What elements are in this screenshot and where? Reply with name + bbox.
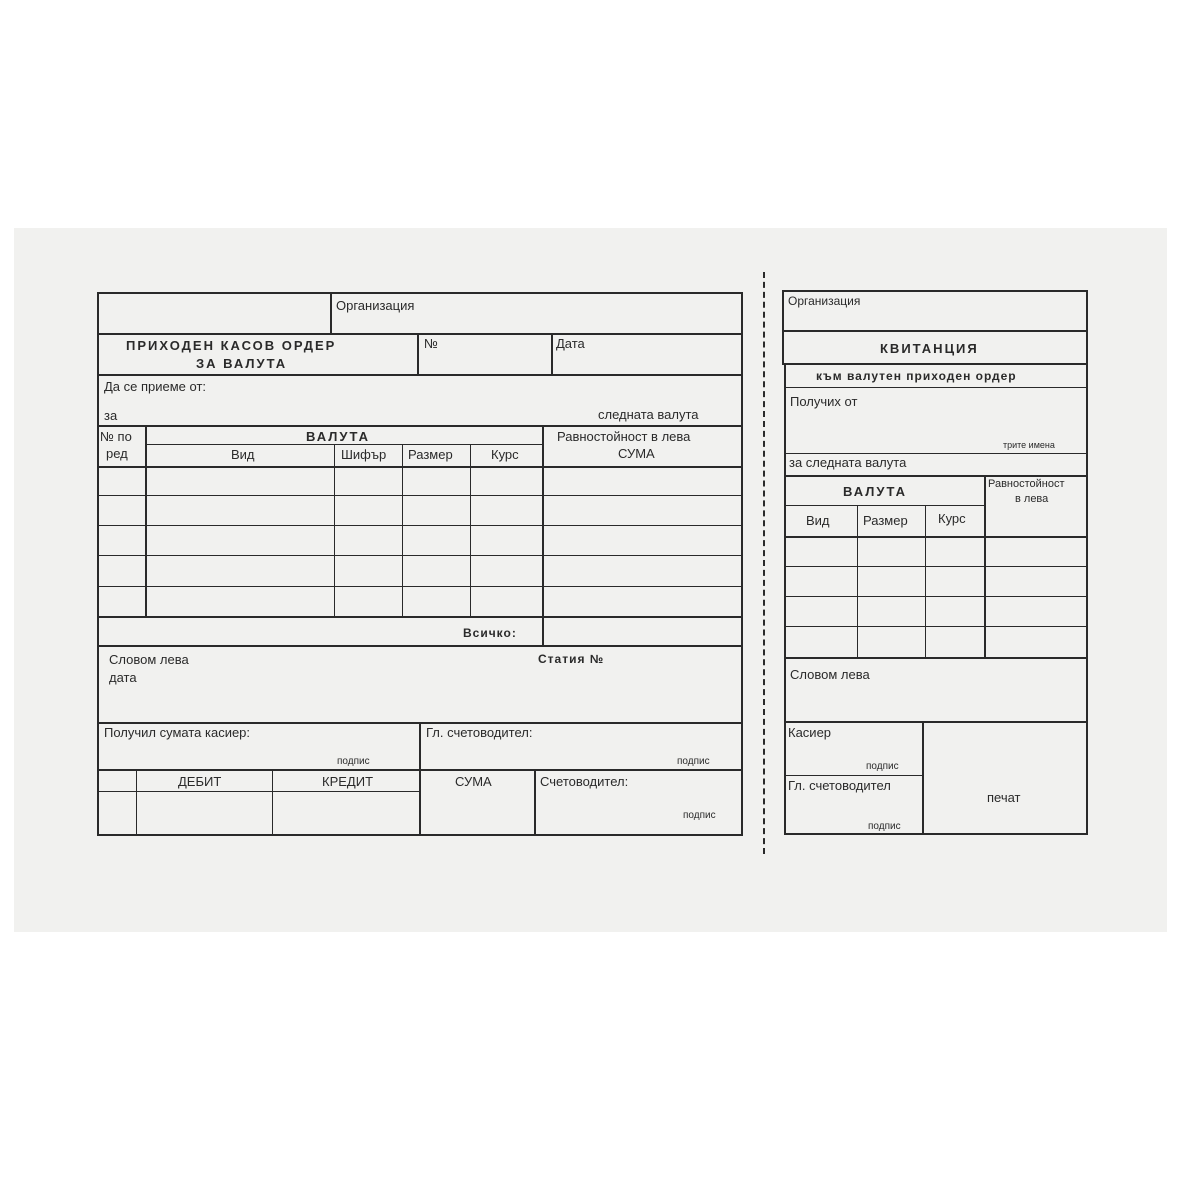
total-label: Всичко: <box>463 626 517 640</box>
signature-label: подпис <box>868 821 901 832</box>
col-code-header: Шифър <box>341 447 387 462</box>
credit-header: КРЕДИТ <box>322 774 374 789</box>
form-title-currency: ЗА ВАЛУТА <box>196 356 288 371</box>
number-label: № <box>424 336 438 351</box>
organization-label: Организация <box>788 294 861 308</box>
date-label: Дата <box>556 336 585 351</box>
sum-header: СУМА <box>455 774 492 789</box>
receipt-subtitle: към валутен приходен ордер <box>816 369 1017 383</box>
equiv-header-2: в лева <box>1015 493 1049 505</box>
col-size-header: Размер <box>863 513 908 528</box>
in-words-label: Словом лева <box>790 667 870 682</box>
following-currency-label: за следната валута <box>789 455 907 470</box>
date-field-label: дата <box>109 670 137 685</box>
debit-header: ДЕБИТ <box>178 774 222 789</box>
full-names-label: трите имена <box>1003 440 1055 450</box>
signature-label: подпис <box>337 756 370 767</box>
cashier-received-label: Получил сумата касиер: <box>104 725 251 740</box>
col-equiv-header: Равностойност в лева <box>557 429 691 444</box>
signature-label: подпис <box>866 761 899 772</box>
form-title: ПРИХОДЕН КАСОВ ОРДЕР <box>126 338 337 353</box>
currency-group-header: ВАЛУТА <box>306 429 371 444</box>
following-currency-label: следната валута <box>598 407 699 422</box>
cashier-label: Касиер <box>788 725 832 740</box>
signature-label: подпис <box>683 810 716 821</box>
chief-accountant-label: Гл. счетоводител: <box>426 725 533 740</box>
stamp-label: печат <box>987 790 1021 805</box>
col-rate-header: Курс <box>938 511 966 526</box>
for-label: за <box>104 408 118 423</box>
col-size-header: Размер <box>408 447 453 462</box>
received-from-label: Получих от <box>790 394 858 409</box>
chief-accountant-label: Гл. счетоводител <box>788 778 891 793</box>
col-kind-header: Вид <box>231 447 255 462</box>
accountant-label: Счетоводител: <box>540 774 629 789</box>
col-no-header: № по <box>100 429 132 444</box>
col-no-header-2: ред <box>106 446 128 461</box>
tear-off-line <box>763 272 765 854</box>
col-kind-header: Вид <box>806 513 830 528</box>
equiv-header: Равностойност <box>988 478 1065 490</box>
col-sum-header: СУМА <box>618 446 655 461</box>
article-label: Статия № <box>538 652 605 666</box>
received-from-label: Да се приеме от: <box>104 379 207 394</box>
in-words-label: Словом лева <box>109 652 189 667</box>
organization-label: Организация <box>336 298 415 313</box>
receipt-title: КВИТАНЦИЯ <box>880 341 979 356</box>
col-rate-header: Курс <box>491 447 519 462</box>
currency-group-header: ВАЛУТА <box>843 484 908 499</box>
signature-label: подпис <box>677 756 710 767</box>
